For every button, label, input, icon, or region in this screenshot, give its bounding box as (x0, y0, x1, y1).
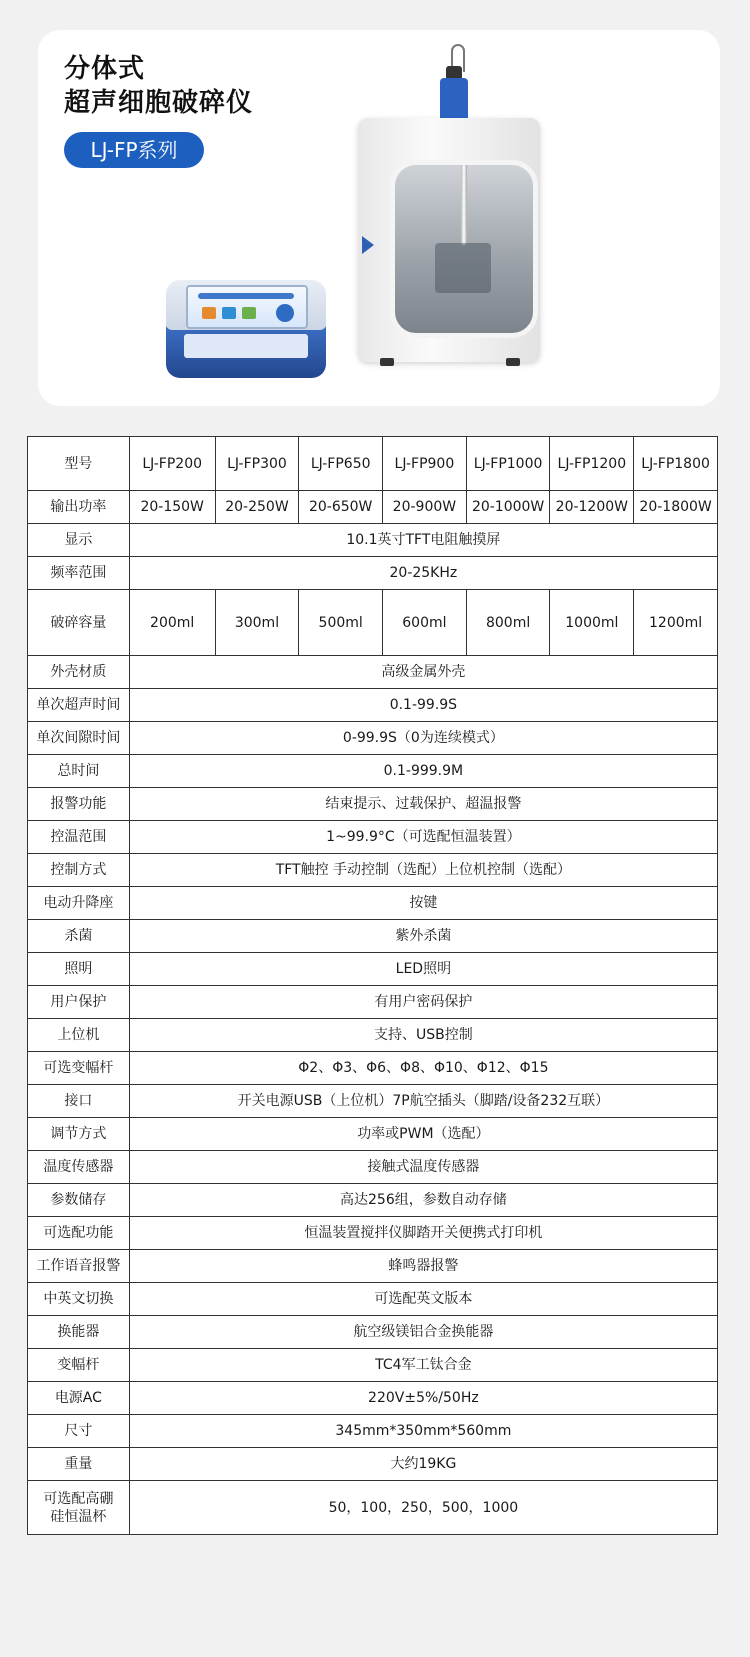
spec-row (28, 1382, 718, 1415)
capacity-cell: 1200ml (634, 590, 718, 656)
hero-card (38, 30, 720, 406)
spec-row (28, 656, 718, 689)
row-value: 结束提示、过载保护、超温报警 (129, 788, 717, 821)
row-label: 上位机 (28, 1019, 130, 1052)
spec-row (28, 953, 718, 986)
row-value: 1~99.9°C（可选配恒温装置） (129, 821, 717, 854)
row-label-line-1: 可选配高硼 (43, 1490, 114, 1507)
main-unit-image (358, 40, 550, 370)
row-label: 型号 (28, 437, 130, 491)
model-cell: LJ-FP300 (215, 437, 299, 491)
title-line-2: 超声细胞破碎仪 (64, 88, 254, 118)
row-value: 有用户密码保护 (129, 986, 717, 1019)
row-capacity (28, 590, 718, 656)
capacity-cell: 300ml (215, 590, 299, 656)
model-cell: LJ-FP1200 (550, 437, 634, 491)
spec-row (28, 1448, 718, 1481)
spec-row (28, 887, 718, 920)
row-label: 破碎容量 (28, 590, 130, 656)
row-value: 按键 (129, 887, 717, 920)
row-label: 温度传感器 (28, 1151, 130, 1184)
spec-row (28, 1151, 718, 1184)
row-label: 工作语音报警 (28, 1250, 130, 1283)
sound-proof-cabinet (358, 118, 540, 362)
power-cell: 20-1800W (634, 491, 718, 524)
controller-device-image (166, 280, 326, 378)
beaker (435, 243, 491, 293)
row-thermostatic-cup (28, 1481, 718, 1535)
model-cell: LJ-FP900 (383, 437, 467, 491)
row-value: 高级金属外壳 (129, 656, 717, 689)
cabinet-window (390, 160, 538, 338)
spec-row (28, 854, 718, 887)
row-label: 变幅杆 (28, 1349, 130, 1382)
row-value: TC4军工钛合金 (129, 1349, 717, 1382)
spec-row (28, 920, 718, 953)
row-label-line-2: 硅恒温杯 (50, 1508, 107, 1525)
row-display (28, 524, 718, 557)
foot-right (506, 358, 520, 366)
row-value: Φ2、Φ3、Φ6、Φ8、Φ10、Φ12、Φ15 (129, 1052, 717, 1085)
model-cell: LJ-FP1000 (466, 437, 550, 491)
row-value: TFT触控 手动控制（选配）上位机控制（选配） (129, 854, 717, 887)
title-line-1: 分体式 (64, 54, 146, 84)
row-value: 紫外杀菌 (129, 920, 717, 953)
series-badge: LJ-FP系列 (64, 132, 204, 168)
side-logo-icon (362, 236, 374, 254)
spec-row (28, 1118, 718, 1151)
spec-row (28, 689, 718, 722)
row-label: 可选变幅杆 (28, 1052, 130, 1085)
row-label: 参数储存 (28, 1184, 130, 1217)
controller-screen (186, 285, 308, 329)
row-label: 控温范围 (28, 821, 130, 854)
row-value: 功率或PWM（选配） (129, 1118, 717, 1151)
capacity-cell: 500ml (299, 590, 383, 656)
model-cell: LJ-FP200 (129, 437, 215, 491)
row-label: 电动升降座 (28, 887, 130, 920)
spec-row (28, 1250, 718, 1283)
capacity-cell: 1000ml (550, 590, 634, 656)
spec-table (27, 436, 718, 1535)
row-value: LED照明 (129, 953, 717, 986)
row-value: 支持、USB控制 (129, 1019, 717, 1052)
spec-row (28, 1019, 718, 1052)
row-value: 高达256组，参数自动存储 (129, 1184, 717, 1217)
row-value: 50，100，250，500，1000 (129, 1481, 717, 1535)
power-cell: 20-900W (383, 491, 467, 524)
row-label: 单次超声时间 (28, 689, 130, 722)
row-value: 恒温装置搅拌仪脚踏开关便携式打印机 (129, 1217, 717, 1250)
row-frequency (28, 557, 718, 590)
capacity-cell: 200ml (129, 590, 215, 656)
spec-row (28, 788, 718, 821)
row-value: 345mm*350mm*560mm (129, 1415, 717, 1448)
horn-rod (461, 165, 467, 245)
capacity-cell: 600ml (383, 590, 467, 656)
row-value: 航空级镁铝合金换能器 (129, 1316, 717, 1349)
row-label: 总时间 (28, 755, 130, 788)
row-value: 10.1英寸TFT电阻触摸屏 (129, 524, 717, 557)
row-value: 220V±5%/50Hz (129, 1382, 717, 1415)
spec-row (28, 1415, 718, 1448)
capacity-cell: 800ml (466, 590, 550, 656)
row-power (28, 491, 718, 524)
row-label: 接口 (28, 1085, 130, 1118)
row-models (28, 437, 718, 491)
row-value: 蜂鸣器报警 (129, 1250, 717, 1283)
row-label: 频率范围 (28, 557, 130, 590)
spec-row (28, 1283, 718, 1316)
spec-row (28, 1349, 718, 1382)
spec-row (28, 1184, 718, 1217)
row-label: 中英文切换 (28, 1283, 130, 1316)
row-label: 控制方式 (28, 854, 130, 887)
row-label: 用户保护 (28, 986, 130, 1019)
model-cell: LJ-FP650 (299, 437, 383, 491)
power-cell: 20-1200W (550, 491, 634, 524)
row-label: 单次间隙时间 (28, 722, 130, 755)
row-value: 0.1-99.9S (129, 689, 717, 722)
spec-row (28, 1316, 718, 1349)
row-label: 可选配功能 (28, 1217, 130, 1250)
row-value: 0.1-999.9M (129, 755, 717, 788)
power-cell: 20-1000W (466, 491, 550, 524)
row-label: 外壳材质 (28, 656, 130, 689)
spec-row (28, 1052, 718, 1085)
row-value: 接触式温度传感器 (129, 1151, 717, 1184)
row-value: 开关电源USB（上位机）7P航空插头（脚踏/设备232互联） (129, 1085, 717, 1118)
row-value: 大约19KG (129, 1448, 717, 1481)
row-label: 调节方式 (28, 1118, 130, 1151)
row-label: 重量 (28, 1448, 130, 1481)
power-cell: 20-150W (129, 491, 215, 524)
row-label: 显示 (28, 524, 130, 557)
spec-row (28, 755, 718, 788)
row-label: 尺寸 (28, 1415, 130, 1448)
spec-row (28, 1085, 718, 1118)
model-cell: LJ-FP1800 (634, 437, 718, 491)
row-label: 输出功率 (28, 491, 130, 524)
controller-nameplate (184, 334, 308, 358)
power-cell: 20-650W (299, 491, 383, 524)
row-label (28, 1481, 130, 1535)
row-label: 电源AC (28, 1382, 130, 1415)
row-label: 杀菌 (28, 920, 130, 953)
spec-row (28, 821, 718, 854)
controller-base (166, 324, 326, 378)
row-label: 换能器 (28, 1316, 130, 1349)
product-title (64, 52, 253, 120)
spec-row (28, 986, 718, 1019)
row-label: 报警功能 (28, 788, 130, 821)
spec-row (28, 1217, 718, 1250)
spec-row (28, 722, 718, 755)
foot-left (380, 358, 394, 366)
row-value: 0-99.9S（0为连续模式） (129, 722, 717, 755)
row-value: 20-25KHz (129, 557, 717, 590)
row-label: 照明 (28, 953, 130, 986)
power-cell: 20-250W (215, 491, 299, 524)
row-value: 可选配英文版本 (129, 1283, 717, 1316)
